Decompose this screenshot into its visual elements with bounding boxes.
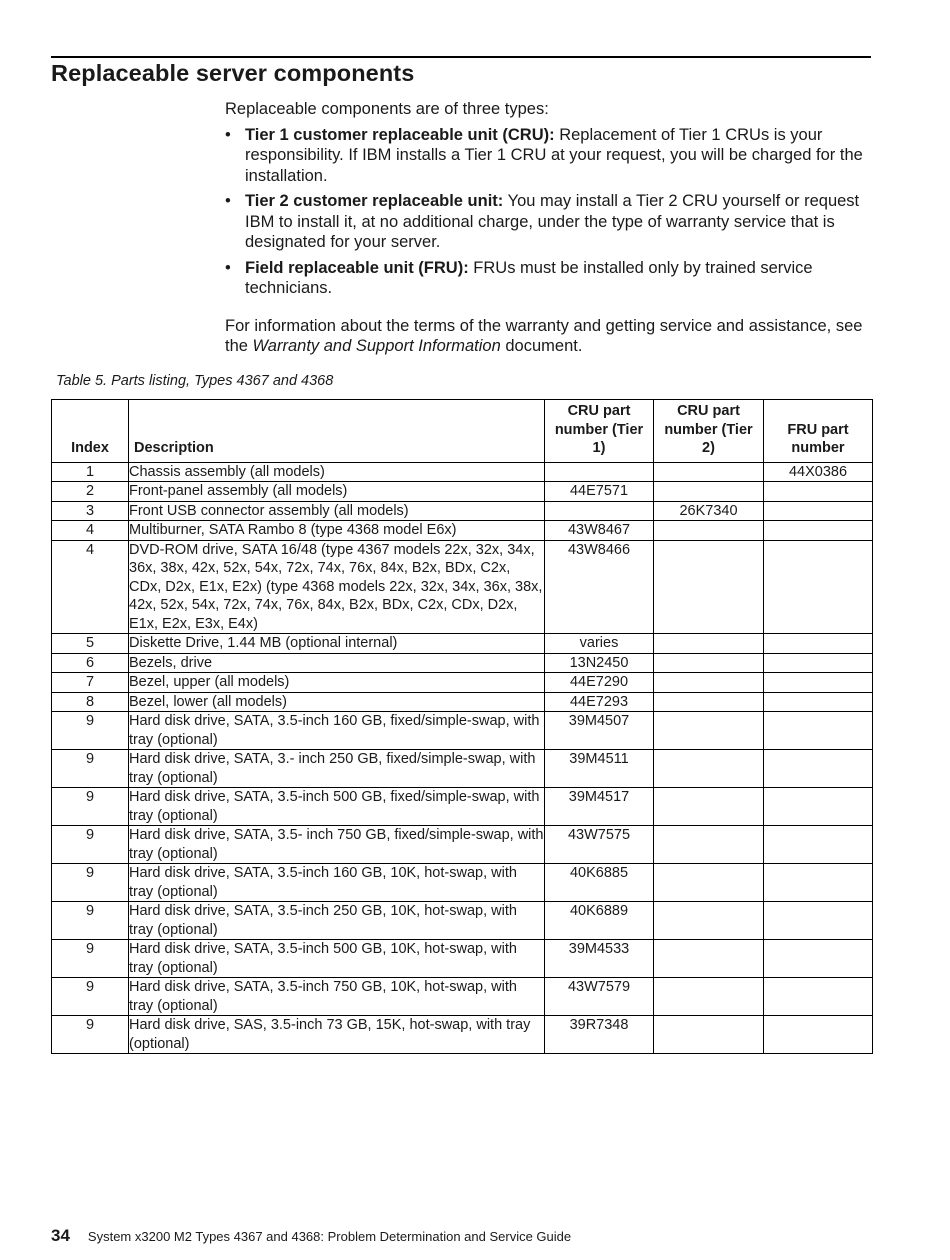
cell-cru-tier1 — [545, 462, 654, 482]
table-row — [52, 634, 873, 654]
bullet-icon: • — [225, 258, 231, 277]
cell-cru-tier1: 39M4517 — [545, 788, 654, 826]
cell-description: Diskette Drive, 1.44 MB (optional internal) — [129, 634, 545, 654]
cell-fru — [764, 826, 873, 864]
cell-cru-tier1: 43W8467 — [545, 521, 654, 541]
cell-index: 5 — [52, 634, 129, 654]
cell-cru-tier2 — [654, 653, 764, 673]
cell-cru-tier2 — [654, 540, 764, 634]
table-row — [52, 750, 873, 788]
cell-cru-tier2 — [654, 750, 764, 788]
page-footer — [51, 1226, 571, 1246]
cell-cru-tier2 — [654, 902, 764, 940]
cell-cru-tier1: 40K6889 — [545, 902, 654, 940]
header-fru: FRU part number — [764, 400, 873, 463]
cell-cru-tier2 — [654, 788, 764, 826]
cell-cru-tier2 — [654, 692, 764, 712]
table-row — [52, 902, 873, 940]
cell-cru-tier1 — [545, 501, 654, 521]
cell-fru: 44X0386 — [764, 462, 873, 482]
cell-cru-tier2 — [654, 462, 764, 482]
cell-description: Hard disk drive, SAS, 3.5-inch 73 GB, 15K, hot-swap, with tray (optional) — [129, 1016, 545, 1054]
table-row — [52, 673, 873, 693]
cell-cru-tier1: varies — [545, 634, 654, 654]
cell-cru-tier1: 40K6885 — [545, 864, 654, 902]
cell-cru-tier2 — [654, 978, 764, 1016]
cell-description: Hard disk drive, SATA, 3.- inch 250 GB, fixed/simple-swap, with tray (optional) — [129, 750, 545, 788]
cell-cru-tier1: 43W7575 — [545, 826, 654, 864]
cell-cru-tier2 — [654, 634, 764, 654]
cell-index: 2 — [52, 482, 129, 502]
table-row — [52, 940, 873, 978]
table-header-row — [52, 400, 873, 463]
cell-fru — [764, 501, 873, 521]
cell-cru-tier2 — [654, 521, 764, 541]
header-cru-tier2: CRU part number (Tier 2) — [654, 400, 764, 463]
cell-index: 4 — [52, 521, 129, 541]
table-row — [52, 712, 873, 750]
cell-cru-tier2 — [654, 940, 764, 978]
component-type-list — [225, 125, 875, 299]
list-item — [225, 191, 875, 253]
cell-index: 9 — [52, 978, 129, 1016]
cell-fru — [764, 482, 873, 502]
cell-description: Front-panel assembly (all models) — [129, 482, 545, 502]
cell-cru-tier1: 43W7579 — [545, 978, 654, 1016]
list-item — [225, 125, 875, 187]
cell-cru-tier1: 44E7293 — [545, 692, 654, 712]
cell-index: 7 — [52, 673, 129, 693]
cell-cru-tier1: 43W8466 — [545, 540, 654, 634]
list-item-term: Tier 1 customer replaceable unit (CRU): — [245, 125, 555, 144]
table-row — [52, 653, 873, 673]
cell-index: 9 — [52, 940, 129, 978]
list-item-text: You may install a Tier 2 CRU yourself or request IBM to install it, at no additional charge, under the type of warranty service that is designated for your server. — [245, 192, 860, 251]
cell-description: Chassis assembly (all models) — [129, 462, 545, 482]
cell-cru-tier2 — [654, 712, 764, 750]
list-item-text: FRUs must be installed only by trained service technicians. — [245, 258, 813, 297]
cell-cru-tier2: 26K7340 — [654, 501, 764, 521]
cell-cru-tier2 — [654, 482, 764, 502]
cell-fru — [764, 673, 873, 693]
intro-section — [225, 99, 875, 357]
cell-index: 9 — [52, 712, 129, 750]
cell-cru-tier1: 44E7571 — [545, 482, 654, 502]
cell-index: 1 — [52, 462, 129, 482]
table-row — [52, 462, 873, 482]
cell-cru-tier1: 44E7290 — [545, 673, 654, 693]
info-text-end: document. — [500, 337, 583, 355]
cell-fru — [764, 540, 873, 634]
cell-index: 9 — [52, 1016, 129, 1054]
table-row — [52, 1016, 873, 1054]
cell-index: 9 — [52, 788, 129, 826]
table-caption: Table 5. Parts listing, Types 4367 and 4368 — [56, 373, 334, 389]
cell-fru — [764, 940, 873, 978]
table-row — [52, 482, 873, 502]
page-number: 34 — [51, 1226, 70, 1245]
parts-table — [51, 399, 873, 1054]
cell-cru-tier1: 39M4507 — [545, 712, 654, 750]
cell-description: Multiburner, SATA Rambo 8 (type 4368 model E6x) — [129, 521, 545, 541]
footer-text: System x3200 M2 Types 4367 and 4368: Problem Determination and Service Guide — [87, 1229, 572, 1244]
list-item — [225, 258, 875, 299]
cell-fru — [764, 788, 873, 826]
cell-description: Bezel, upper (all models) — [129, 673, 545, 693]
bullet-icon: • — [225, 192, 231, 210]
intro-text: Replaceable components are of three types: — [225, 100, 549, 118]
cell-cru-tier1: 39M4511 — [545, 750, 654, 788]
parts-table-body — [52, 462, 873, 1054]
list-item-term: Field replaceable unit (FRU): — [245, 258, 469, 277]
cell-fru — [764, 978, 873, 1016]
cell-index: 9 — [52, 750, 129, 788]
cell-fru — [764, 634, 873, 654]
table-row — [52, 692, 873, 712]
table-row — [52, 540, 873, 634]
document-reference: Warranty and Support Information — [252, 337, 501, 355]
cell-cru-tier2 — [654, 864, 764, 902]
warranty-info-text — [225, 316, 875, 357]
cell-description: Front USB connector assembly (all models) — [129, 501, 545, 521]
cell-description: Bezels, drive — [129, 653, 545, 673]
cell-fru — [764, 864, 873, 902]
cell-cru-tier2 — [654, 1016, 764, 1054]
cell-description: Hard disk drive, SATA, 3.5- inch 750 GB, fixed/simple-swap, with tray (optional) — [129, 827, 544, 862]
cell-index: 6 — [52, 653, 129, 673]
cell-fru — [764, 1016, 873, 1054]
cell-cru-tier1: 39M4533 — [545, 940, 654, 978]
info-text-start: For information about the terms of the warranty and getting service and assistance, see the — [225, 316, 863, 355]
header-description: Description — [129, 400, 545, 463]
cell-cru-tier2 — [654, 826, 764, 864]
cell-description: Hard disk drive, SATA, 3.5-inch 250 GB, 10K, hot-swap, with tray (optional) — [129, 902, 545, 940]
table-row — [52, 826, 873, 864]
cell-index: 9 — [52, 902, 129, 940]
cell-index: 3 — [52, 501, 129, 521]
cell-fru — [764, 902, 873, 940]
cell-description: Hard disk drive, SATA, 3.5-inch 160 GB, 10K, hot-swap, with tray (optional) — [129, 864, 545, 902]
cell-fru — [764, 692, 873, 712]
cell-description: DVD-ROM drive, SATA 16/48 (type 4367 models 22x, 32x, 34x, 36x, 38x, 42x, 52x, 54x, 72x, 74x, 76x, 84x, B2x, BDx, C2x, CDx, D2x, E1x, E2x) (type 4368 models 22x, 32x, 34x, 36x, 38x, 42x, 52x, 54x, 72x, 74x, 76x, 84x, B2x, BDx, C2x, CDx, D2x, E1x, E2x, E3x, E4x) — [129, 540, 545, 634]
list-item-text: Replacement of Tier 1 CRUs is your responsibility. If IBM installs a Tier 1 CRU at your request, you will be charged for the installation. — [245, 125, 863, 185]
list-item-term: Tier 2 customer replaceable unit: — [245, 192, 504, 210]
cell-index: 8 — [52, 692, 129, 712]
cell-description: Hard disk drive, SATA, 3.5-inch 750 GB, 10K, hot-swap, with tray (optional) — [129, 978, 545, 1016]
top-rule — [51, 56, 871, 58]
bullet-icon: • — [225, 125, 231, 144]
table-row — [52, 501, 873, 521]
page-title: Replaceable server components — [51, 60, 415, 86]
cell-description: Hard disk drive, SATA, 3.5-inch 500 GB, fixed/simple-swap, with tray (optional) — [129, 788, 545, 826]
cell-index: 9 — [52, 826, 129, 864]
cell-index: 4 — [52, 540, 129, 634]
cell-description: Bezel, lower (all models) — [129, 692, 545, 712]
cell-description: Hard disk drive, SATA, 3.5-inch 160 GB, fixed/simple-swap, with tray (optional) — [129, 712, 545, 750]
cell-fru — [764, 712, 873, 750]
table-row — [52, 864, 873, 902]
table-row — [52, 788, 873, 826]
cell-fru — [764, 750, 873, 788]
cell-index: 9 — [52, 864, 129, 902]
cell-fru — [764, 521, 873, 541]
cell-description: Hard disk drive, SATA, 3.5-inch 500 GB, 10K, hot-swap, with tray (optional) — [129, 940, 545, 978]
header-index: Index — [52, 400, 129, 463]
cell-fru — [764, 653, 873, 673]
cell-cru-tier1: 39R7348 — [545, 1016, 654, 1054]
cell-cru-tier2 — [654, 673, 764, 693]
table-row — [52, 978, 873, 1016]
cell-cru-tier1: 13N2450 — [545, 653, 654, 673]
table-row — [52, 521, 873, 541]
header-cru-tier1: CRU part number (Tier 1) — [545, 400, 654, 463]
